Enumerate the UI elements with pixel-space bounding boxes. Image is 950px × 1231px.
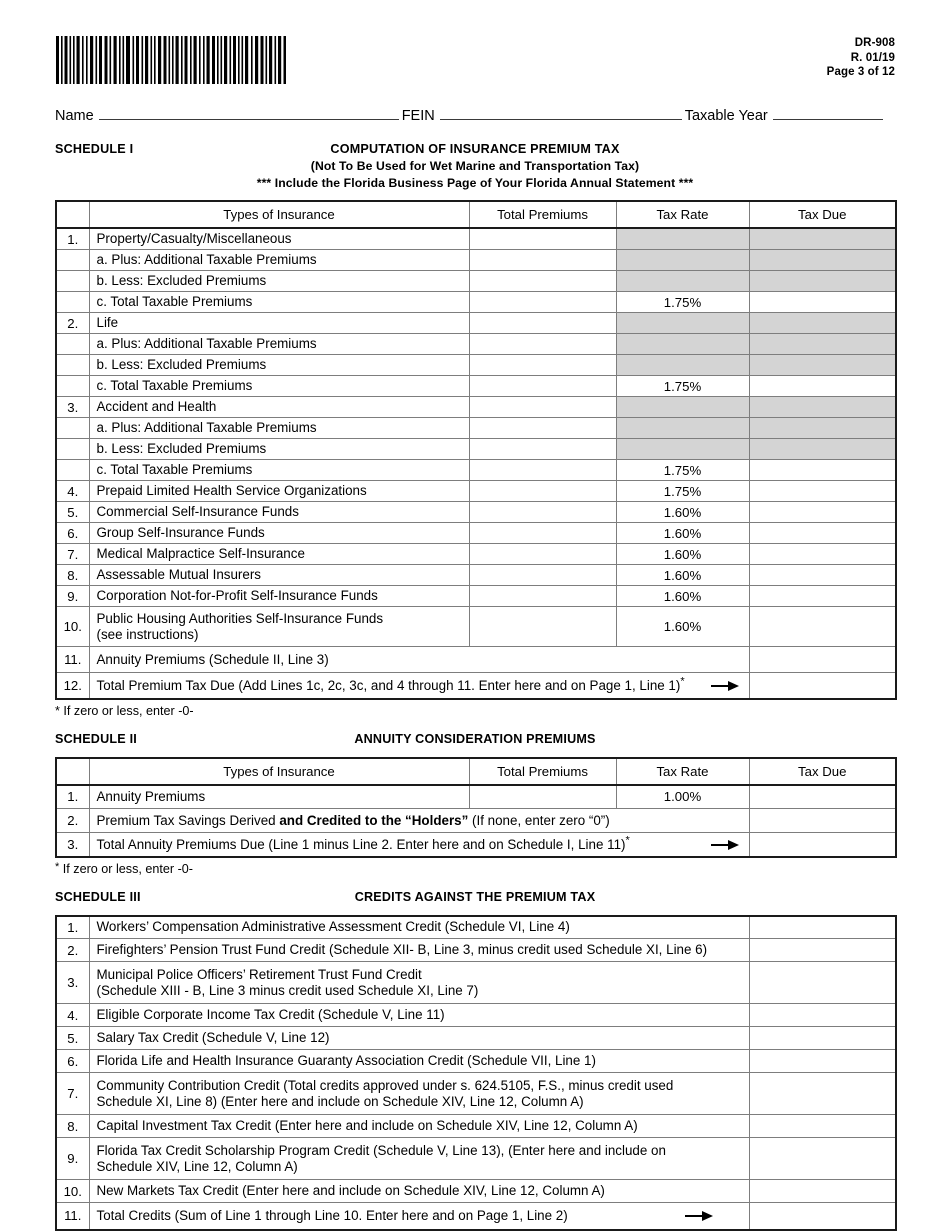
credit-amount-input[interactable] xyxy=(749,962,896,1004)
table-row xyxy=(56,1050,896,1073)
insurance-type-line-2: (see instructions) xyxy=(96,626,199,642)
total-premiums-input[interactable] xyxy=(469,355,616,376)
insurance-type-label: a. Plus: Additional Taxable Premiums xyxy=(89,250,469,271)
insurance-type-label: Prepaid Limited Health Service Organizations xyxy=(89,481,469,502)
insurance-type-label: Property/Casualty/Miscellaneous xyxy=(89,228,469,250)
insurance-type-label: c. Total Taxable Premiums xyxy=(89,376,469,397)
right-arrow-icon xyxy=(685,1211,719,1220)
table-row xyxy=(56,418,896,439)
form-meta xyxy=(827,36,895,80)
table-row xyxy=(56,523,896,544)
line-number: 12. xyxy=(56,673,89,699)
line-number xyxy=(56,271,89,292)
tax-due-shaded xyxy=(749,355,896,376)
schedule-2-label: SCHEDULE II xyxy=(55,731,137,746)
name-label: Name xyxy=(55,108,94,124)
tax-due-shaded xyxy=(749,250,896,271)
credit-description-line-1: Workers’ Compensation Administrative Assessment Credit (Schedule VI, Line 4) xyxy=(96,919,570,935)
total-credits-label xyxy=(89,1203,749,1230)
line-number: 1. xyxy=(56,228,89,250)
tax-rate-shaded xyxy=(616,228,749,250)
table-row xyxy=(56,313,896,334)
total-premiums-input[interactable] xyxy=(469,313,616,334)
total-premiums-input[interactable] xyxy=(469,271,616,292)
tax-due-input[interactable] xyxy=(749,647,896,673)
tax-due-input[interactable] xyxy=(749,481,896,502)
tax-rate-value: 1.60% xyxy=(616,586,749,607)
table-row xyxy=(56,376,896,397)
tax-due-input[interactable] xyxy=(749,565,896,586)
credit-amount-input[interactable] xyxy=(749,1050,896,1073)
schedule-3-title: CREDITS AGAINST THE PREMIUM TAX xyxy=(354,889,596,904)
total-premiums-input[interactable] xyxy=(469,250,616,271)
tax-due-shaded xyxy=(749,439,896,460)
tax-rate-value: 1.60% xyxy=(616,565,749,586)
table-row xyxy=(56,292,896,313)
tax-due-input[interactable] xyxy=(749,586,896,607)
tax-rate-shaded xyxy=(616,271,749,292)
credit-description xyxy=(89,1004,749,1027)
col-total-premiums: Total Premiums xyxy=(469,758,616,785)
table-row xyxy=(56,565,896,586)
line-number: 5. xyxy=(56,502,89,523)
total-premiums-input[interactable] xyxy=(469,502,616,523)
fein-label: FEIN xyxy=(401,108,435,124)
tax-rate-shaded xyxy=(616,355,749,376)
tax-due-input[interactable] xyxy=(749,785,896,809)
table-row xyxy=(56,397,896,418)
line-number xyxy=(56,376,89,397)
credit-description-line-2: (Schedule XIII - B, Line 3 minus credit used Schedule XI, Line 7) xyxy=(96,982,479,998)
credit-amount-input[interactable] xyxy=(749,1004,896,1027)
credit-description xyxy=(89,1050,749,1073)
table-row xyxy=(56,1115,896,1138)
credit-amount-input[interactable] xyxy=(749,1203,896,1230)
credit-description xyxy=(89,1027,749,1050)
table-row xyxy=(56,1203,896,1230)
taxable-year-input[interactable] xyxy=(773,106,883,120)
table-row xyxy=(56,1073,896,1115)
schedule-1-footnote: * If zero or less, enter -0- xyxy=(55,703,194,718)
table-row xyxy=(56,481,896,502)
table-row xyxy=(56,439,896,460)
line-number xyxy=(56,292,89,313)
credit-description-line-2: Schedule XIV, Line 12, Column A) xyxy=(96,1158,298,1174)
schedule-2-footnote-star: * xyxy=(55,860,60,873)
tax-rate-shaded xyxy=(616,418,749,439)
tax-rate-value: 1.00% xyxy=(616,785,749,809)
line-number: 11. xyxy=(56,1203,89,1230)
insurance-type-label: Medical Malpractice Self-Insurance xyxy=(89,544,469,565)
footnote-star: * xyxy=(625,834,630,847)
insurance-type-label: c. Total Taxable Premiums xyxy=(89,292,469,313)
table-row xyxy=(56,355,896,376)
line-number xyxy=(56,418,89,439)
tax-rate-value: 1.60% xyxy=(616,523,749,544)
table-row xyxy=(56,250,896,271)
credit-description-line-1: Community Contribution Credit (Total credits approved under s. 624.5105, F.S., minus credit used xyxy=(96,1077,674,1093)
col-tax-due: Tax Due xyxy=(749,201,896,228)
total-credits-text: Total Credits (Sum of Line 1 through Line 10. Enter here and on Page 1, Line 2) xyxy=(96,1208,568,1224)
premium-tax-savings-text-bold: and Credited to the “Holders” xyxy=(279,812,469,828)
insurance-type-label: Assessable Mutual Insurers xyxy=(89,565,469,586)
tax-due-shaded xyxy=(749,271,896,292)
table-row xyxy=(56,544,896,565)
schedule-2-header-row xyxy=(56,758,896,785)
insurance-type-label: Group Self-Insurance Funds xyxy=(89,523,469,544)
total-premiums-input[interactable] xyxy=(469,607,616,647)
table-row xyxy=(56,785,896,809)
schedule-1-header xyxy=(55,142,895,158)
page-label: Page 3 of 12 xyxy=(826,66,895,78)
insurance-type-label: b. Less: Excluded Premiums xyxy=(89,355,469,376)
line-number: 10. xyxy=(56,1180,89,1203)
total-premiums-input[interactable] xyxy=(469,397,616,418)
insurance-type-label xyxy=(89,607,469,647)
tax-due-input[interactable] xyxy=(749,544,896,565)
insurance-type-label: a. Plus: Additional Taxable Premiums xyxy=(89,418,469,439)
line-number: 2. xyxy=(56,809,89,833)
table-row xyxy=(56,502,896,523)
table-row xyxy=(56,647,896,673)
line-number: 2. xyxy=(56,313,89,334)
credit-amount-input[interactable] xyxy=(749,1027,896,1050)
credit-amount-input[interactable] xyxy=(749,1073,896,1115)
total-premiums-input[interactable] xyxy=(469,586,616,607)
line-number: 9. xyxy=(56,1138,89,1180)
tax-due-input[interactable] xyxy=(749,460,896,481)
fein-input[interactable] xyxy=(440,106,682,120)
table-row xyxy=(56,607,896,647)
form-revision: R. 01/19 xyxy=(850,51,895,64)
total-premiums-input[interactable] xyxy=(469,785,616,809)
tax-due-shaded xyxy=(749,228,896,250)
insurance-type-label: Life xyxy=(89,313,469,334)
insurance-type-label: Annuity Premiums xyxy=(89,785,469,809)
credit-description xyxy=(89,1180,749,1203)
tax-due-input[interactable] xyxy=(749,809,896,833)
credit-description-line-1: Capital Investment Tax Credit (Enter here and include on Schedule XIV, Line 12, Column A) xyxy=(96,1118,638,1133)
line-number: 7. xyxy=(56,1073,89,1115)
tax-rate-shaded xyxy=(616,439,749,460)
right-arrow-icon xyxy=(711,840,745,849)
line-number xyxy=(56,460,89,481)
name-input[interactable] xyxy=(99,106,399,120)
schedule-1-table xyxy=(55,200,897,700)
table-row xyxy=(56,1138,896,1180)
schedule-3-header xyxy=(55,890,895,906)
credit-description-line-1: Firefighters’ Pension Trust Fund Credit (Schedule XII- B, Line 3, minus credit used Schedule XI, Line 6) xyxy=(96,942,708,957)
tax-rate-shaded xyxy=(616,313,749,334)
schedule-2-footnote xyxy=(55,858,895,877)
schedule-1-label: SCHEDULE I xyxy=(55,142,134,156)
total-premium-tax-due-text: Total Premium Tax Due (Add Lines 1c, 2c, 3c, and 4 through 11. Enter here and on Page 1, Line 1)* xyxy=(96,675,685,693)
line-number xyxy=(56,250,89,271)
col-types-of-insurance: Types of Insurance xyxy=(89,201,469,228)
col-total-premiums: Total Premiums xyxy=(469,201,616,228)
credit-description-line-1: Salary Tax Credit (Schedule V, Line 12) xyxy=(96,1030,330,1045)
credit-description xyxy=(89,962,749,1004)
total-premiums-input[interactable] xyxy=(469,439,616,460)
table-row xyxy=(56,673,896,699)
line-number: 6. xyxy=(56,523,89,544)
insurance-type-label: c. Total Taxable Premiums xyxy=(89,460,469,481)
total-premium-tax-due-label xyxy=(89,673,749,699)
insurance-type-label: Accident and Health xyxy=(89,397,469,418)
tax-rate-value: 1.60% xyxy=(616,502,749,523)
credit-amount-input[interactable] xyxy=(749,939,896,962)
credit-amount-input[interactable] xyxy=(749,1115,896,1138)
credit-description xyxy=(89,1073,749,1115)
line-number xyxy=(56,439,89,460)
tax-rate-value: 1.75% xyxy=(616,376,749,397)
total-premiums-input[interactable] xyxy=(469,481,616,502)
insurance-type-line-1: Public Housing Authorities Self-Insurance Funds xyxy=(96,610,384,626)
identity-line xyxy=(55,106,895,124)
schedule-2-title: ANNUITY CONSIDERATION PREMIUMS xyxy=(354,731,596,746)
right-arrow-icon xyxy=(711,681,745,690)
line-number: 8. xyxy=(56,565,89,586)
tax-rate-value: 1.60% xyxy=(616,544,749,565)
table-row xyxy=(56,809,896,833)
line-number: 8. xyxy=(56,1115,89,1138)
tax-rate-value: 1.75% xyxy=(616,481,749,502)
tax-due-shaded xyxy=(749,418,896,439)
schedule-1-header-row xyxy=(56,201,896,228)
tax-due-input[interactable] xyxy=(749,376,896,397)
footnote-star: * xyxy=(680,675,685,688)
col-line xyxy=(56,201,89,228)
credit-description xyxy=(89,916,749,939)
annuity-premiums-label: Annuity Premiums (Schedule II, Line 3) xyxy=(89,647,749,673)
credit-amount-input[interactable] xyxy=(749,916,896,939)
schedule-1-title: COMPUTATION OF INSURANCE PREMIUM TAX xyxy=(330,142,620,156)
table-row xyxy=(56,833,896,857)
line-number xyxy=(56,355,89,376)
line-number: 4. xyxy=(56,1004,89,1027)
credit-amount-input[interactable] xyxy=(749,1138,896,1180)
insurance-type-label: b. Less: Excluded Premiums xyxy=(89,271,469,292)
total-premiums-input[interactable] xyxy=(469,334,616,355)
total-premiums-input[interactable] xyxy=(469,418,616,439)
line-number xyxy=(56,334,89,355)
line-number: 6. xyxy=(56,1050,89,1073)
insurance-type-label: Corporation Not-for-Profit Self-Insurance Funds xyxy=(89,586,469,607)
tax-rate-value: 1.75% xyxy=(616,460,749,481)
tax-due-input[interactable] xyxy=(749,833,896,857)
premium-tax-savings-label xyxy=(89,809,749,833)
line-number: 9. xyxy=(56,586,89,607)
premium-tax-savings-text-a: Premium Tax Savings Derived xyxy=(96,812,280,828)
tax-rate-shaded xyxy=(616,250,749,271)
credit-description xyxy=(89,1138,749,1180)
table-row xyxy=(56,271,896,292)
line-number: 11. xyxy=(56,647,89,673)
line-number: 4. xyxy=(56,481,89,502)
credit-description-line-1: Florida Life and Health Insurance Guaranty Association Credit (Schedule VII, Line 1) xyxy=(96,1053,596,1068)
tax-rate-shaded xyxy=(616,334,749,355)
credit-amount-input[interactable] xyxy=(749,1180,896,1203)
line-number: 7. xyxy=(56,544,89,565)
line-number: 3. xyxy=(56,962,89,1004)
table-row xyxy=(56,916,896,939)
total-premiums-input[interactable] xyxy=(469,228,616,250)
tax-due-input[interactable] xyxy=(749,523,896,544)
total-annuity-premiums-label xyxy=(89,833,749,857)
line-number: 10. xyxy=(56,607,89,647)
table-row xyxy=(56,939,896,962)
tax-rate-value: 1.60% xyxy=(616,607,749,647)
table-row xyxy=(56,586,896,607)
total-premiums-input[interactable] xyxy=(469,376,616,397)
line-number: 1. xyxy=(56,785,89,809)
taxable-year-label: Taxable Year xyxy=(684,108,768,124)
table-row xyxy=(56,1180,896,1203)
total-annuity-premiums-text: Total Annuity Premiums Due (Line 1 minus Line 2. Enter here and on Schedule I, Line 11)* xyxy=(96,834,630,852)
tax-rate-value: 1.75% xyxy=(616,292,749,313)
credit-description-line-1: Florida Tax Credit Scholarship Program Credit (Schedule V, Line 13), (Enter here and include on xyxy=(96,1142,666,1158)
credit-description xyxy=(89,939,749,962)
table-row xyxy=(56,1027,896,1050)
credit-description-line-2: Schedule XI, Line 8) (Enter here and include on Schedule XIV, Line 12, Column A) xyxy=(96,1093,584,1109)
barcode xyxy=(55,36,287,84)
total-premiums-input[interactable] xyxy=(469,523,616,544)
tax-rate-shaded xyxy=(616,397,749,418)
col-tax-rate: Tax Rate xyxy=(616,758,749,785)
insurance-type-label: b. Less: Excluded Premiums xyxy=(89,439,469,460)
schedule-1-subtitle-2: *** Include the Florida Business Page of Your Florida Annual Statement *** xyxy=(256,175,694,190)
total-premiums-input[interactable] xyxy=(469,544,616,565)
schedule-2-table xyxy=(55,757,897,858)
line-number: 1. xyxy=(56,916,89,939)
total-premiums-input[interactable] xyxy=(469,565,616,586)
table-row xyxy=(56,460,896,481)
credit-description-line-1: Municipal Police Officers’ Retirement Trust Fund Credit xyxy=(96,966,422,982)
premium-tax-savings-text-b: (If none, enter zero “0”) xyxy=(468,812,610,828)
tax-due-input[interactable] xyxy=(749,502,896,523)
table-row xyxy=(56,334,896,355)
credit-description-line-1: New Markets Tax Credit (Enter here and include on Schedule XIV, Line 12, Column A) xyxy=(96,1183,605,1198)
insurance-type-label: a. Plus: Additional Taxable Premiums xyxy=(89,334,469,355)
table-row xyxy=(56,1004,896,1027)
col-tax-due: Tax Due xyxy=(749,758,896,785)
credit-description-line-1: Eligible Corporate Income Tax Credit (Schedule V, Line 11) xyxy=(96,1007,445,1022)
col-types-of-insurance: Types of Insurance xyxy=(89,758,469,785)
tax-due-input[interactable] xyxy=(749,292,896,313)
line-number: 3. xyxy=(56,397,89,418)
line-number: 3. xyxy=(56,833,89,857)
credit-description xyxy=(89,1115,749,1138)
total-premiums-input[interactable] xyxy=(469,460,616,481)
line-number: 5. xyxy=(56,1027,89,1050)
tax-due-input[interactable] xyxy=(749,607,896,647)
table-row xyxy=(56,962,896,1004)
tax-due-shaded xyxy=(749,397,896,418)
tax-due-shaded xyxy=(749,334,896,355)
schedule-2-footnote-text: If zero or less, enter -0- xyxy=(59,861,193,876)
line-number: 2. xyxy=(56,939,89,962)
tax-due-shaded xyxy=(749,313,896,334)
schedule-2-header xyxy=(55,732,895,748)
col-tax-rate: Tax Rate xyxy=(616,201,749,228)
insurance-type-label: Commercial Self-Insurance Funds xyxy=(89,502,469,523)
page-header xyxy=(55,0,895,106)
schedule-1-subtitle-1: (Not To Be Used for Wet Marine and Transportation Tax) xyxy=(310,159,640,173)
total-premiums-input[interactable] xyxy=(469,292,616,313)
col-line xyxy=(56,758,89,785)
tax-due-input[interactable] xyxy=(749,673,896,699)
schedule-3-table xyxy=(55,915,897,1231)
schedule-3-label: SCHEDULE III xyxy=(55,889,141,904)
form-number: DR-908 xyxy=(854,37,895,49)
table-row xyxy=(56,228,896,250)
